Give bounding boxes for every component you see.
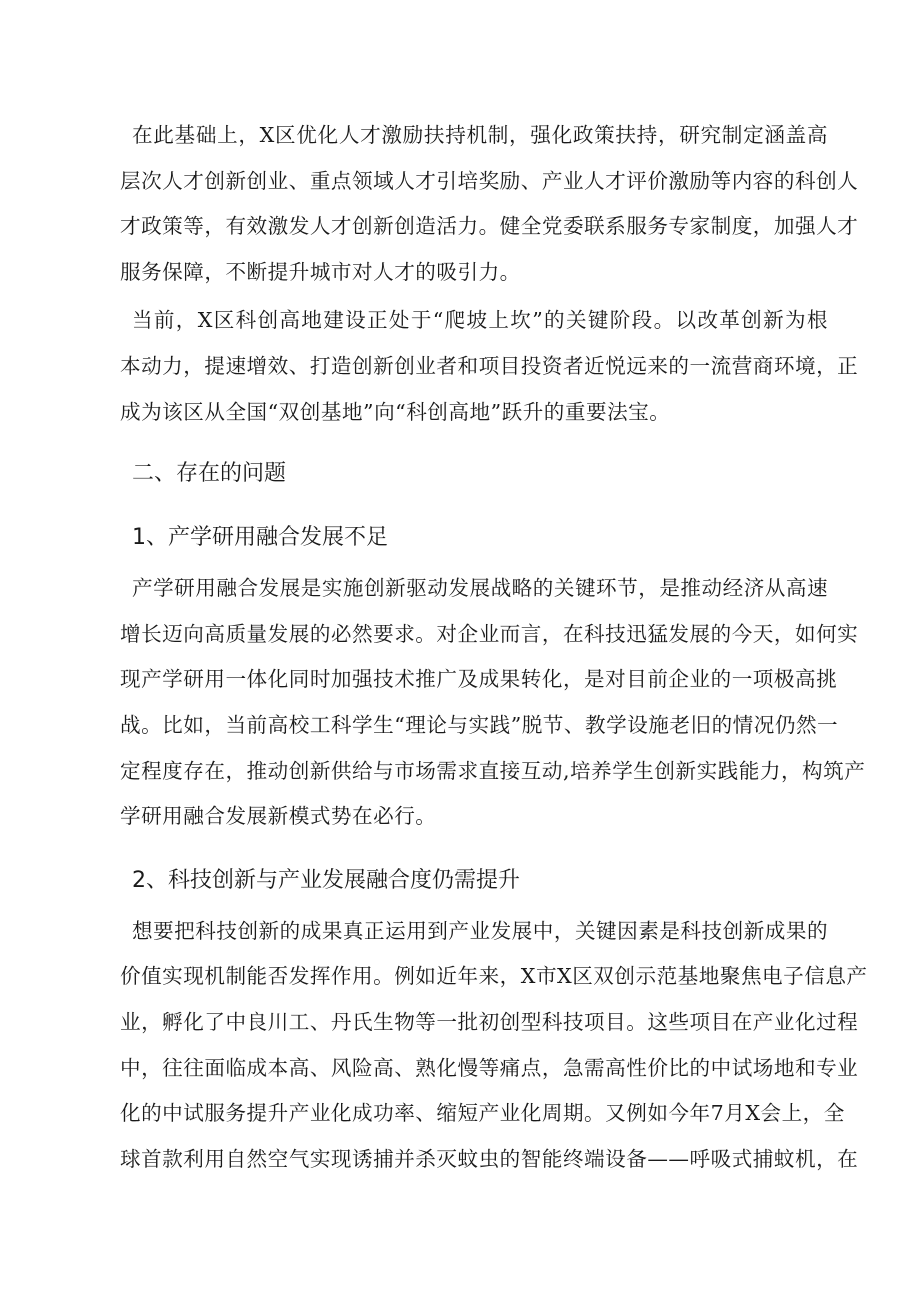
text-line: 层次人才创新创业、重点领域人才引培奖励、产业人才评价激励等内容的科创人 [120,168,859,193]
text-line: 定程度存在，推动创新供给与市场需求直接互动,培养学生创新实践能力，构筑产 [120,758,866,783]
text-line: 中，往往面临成本高、风险高、熟化慢等痛点，急需高性价比的中试场地和专业 [120,1055,859,1080]
text-line: 学研用融合发展新模式势在必行。 [120,804,437,829]
text-line: 想要把科技创新的成果真正运用到产业发展中，关键因素是科技创新成果的 [132,918,829,943]
paragraph-2 [120,305,859,442]
text-line: 球首款利用自然空气实现诱捕并杀灭蚊虫的智能终端设备——呼吸式捕蚊机，在 [120,1146,859,1171]
text-line: 现产学研用一体化同时加强技术推广及成果转化，是对目前企业的一项极高挑 [120,667,838,692]
text-line: 产学研用融合发展是实施创新驱动发展战略的关键环节，是推动经济从高速 [132,576,829,601]
text-line: 增长迈向高质量发展的必然要求。对企业而言，在科技迅猛发展的今天，如何实 [120,621,859,646]
paragraph-1 [120,120,859,302]
section-heading: 二、存在的问题 [132,461,287,487]
text-line: 在此基础上，X区优化人才激励扶持机制，强化政策扶持，研究制定涵盖高 [132,123,828,147]
text-line: 服务保障，不断提升城市对人才的吸引力。 [120,259,521,284]
text-line: 战。比如，当前高校工科学生“理论与实践”脱节、教学设施老旧的情况仍然一 [120,712,839,737]
text-line: 化的中试服务提升产业化成功率、缩短产业化周期。又例如今年7月X会上，全 [120,1101,845,1126]
paragraph-4 [120,916,868,1190]
subsection-heading-1: 1、产学研用融合发展不足 [132,525,388,551]
text-line: 本动力，提速增效、打造创新创业者和项目投资者近悦远来的一流营商环境，正 [120,353,859,378]
text-line: 成为该区从全国“双创基地”向“科创高地”跃升的重要法宝。 [120,399,671,424]
text-line: 业，孵化了中良川工、丹氏生物等一批初创型科技项目。这些项目在产业化过程 [120,1009,859,1034]
subsection-heading-2: 2、科技创新与产业发展融合度仍需提升 [132,867,520,893]
text-line: 当前，X区科创高地建设正处于“爬坡上坎”的关键阶段。以改革创新为根 [132,308,828,333]
text-line: 才政策等，有效激发人才创新创造活力。健全党委联系服务专家制度，加强人才 [120,214,859,239]
paragraph-3 [120,573,866,847]
text-line: 价值实现机制能否发挥作用。例如近年来，X市X区双创示范基地聚焦电子信息产 [120,964,868,989]
